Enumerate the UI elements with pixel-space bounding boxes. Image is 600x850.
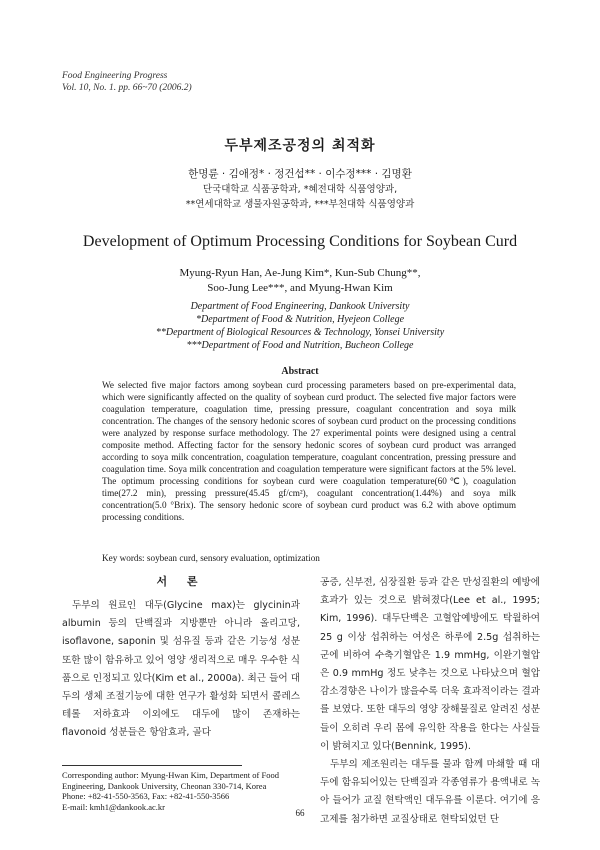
korean-authors: 한명륜 · 김애정* · 정건섭** · 이수정*** · 김명환 [188, 168, 412, 180]
english-affiliations [40, 300, 560, 352]
page-number: 66 [295, 808, 305, 818]
english-affiliation-line: *Department of Food & Nutrition, Hyejeon College [195, 314, 405, 325]
english-authors-line: Myung-Ryun Han, Ae-Jung Kim*, Kun-Sub Chung**, [179, 267, 421, 279]
korean-title: 두부제조공정의 최적화 [224, 138, 376, 154]
body-paragraph: 두부의 제조원리는 대두를 물과 함께 마쇄할 때 대두에 함유되어있는 단백질과 각종염류가 용액내로 녹아 들어가 교질 현탁액인 대두유를 이룬다. 여기에 응고제를 첨가하면 교질상태로 현탁되었던 단 [320, 759, 540, 825]
english-affiliation-line: ***Department of Food and Nutrition, Bucheon College [186, 340, 414, 351]
body-paragraph: 두부의 원료인 대두(Glycine max)는 glycinin과 albumin 등의 단백질과 지방뿐만 아니라 올리고당, isoflavone, saponin 및 섬유질 등과 같은 기능성 성분 또한 많이 함유하고 있어 영양 생리적으로 매우 우수한 식품으로 인정되고 있다(Kim et al., 2000a). 최근 들어 대두의 생체 조절기능에 대한 연구가 활성화 되면서 콜레스테롤 저하효과 이외에도 대두에 많이 존재하는 flavonoid 성분들은 항암효과, 골다 [62, 600, 300, 739]
abstract-text: We selected five major factors among soybean curd processing parameters based on pre-experimental data, which were significantly affected on the quality of soybean curd product. The selected five major factors were coagulation temperature, coagulation time, pressing pressure, coagulant concentration and soya milk concentration. The changes of the sensory hedonic scores of soybean curd product on the processing conditions were analyzed by response surface methodology. The 27 experimental points were designed using a central composite method. Affecting factor for the sensory hedonic scores of soybean curd product was arranged according to soya milk concentration, coagulation temperature, coagulant concentration, pressing pressure and coagulation time. Soya milk concentration and coagulation temperature were significant factors at the 5% level. The optimum processing conditions for soybean curd were coagulation temperature(60℃), coagulation time(27.2 min), pressing pressure(45.45 gf/cm²), coagulant concentration(1.44%) and soya milk concentration(5.0 °Brix). The sensory hedonic score of soybean curd product was 6.2 with above optimum processing conditions. [102, 380, 516, 522]
english-title: Development of Optimum Processing Conditions for Soybean Curd [82, 233, 518, 250]
korean-affiliation-line: 단국대학교 식품공학과, *혜전대학 식품영양과, [202, 184, 398, 195]
footnote-line: Phone: +82-41-550-3563, Fax: +82-41-550-3566 [62, 791, 230, 801]
journal-citation: Vol. 10, No. 1. pp. 66~70 (2006.2) [62, 83, 192, 93]
english-authors-line: Soo-Jung Lee***, and Myung-Hwan Kim [207, 282, 393, 294]
body-paragraph: 공증, 신부전, 심장질환 등과 같은 만성질환의 예방에 효과가 있는 것으로 밝혀졌다(Lee et al., 1995; Kim, 1996). 대두단백은 고혈압예방에도 탁월하여 25 g 이상 섭취하는 여성은 하루에 2.5g 섭취하는 군에 비하여 수축기혈압은 1.9 mmHg, 이완기혈압은 0.9 mmHg 정도 낮추는 것으로 나타났으며 혈압감소경향은 나이가 많을수록 더욱 효과적이라는 결과를 보였다. 또한 대두의 영양 장해물질로 알려진 성분들이 오히려 우리 몸에 유익한 작용을 한다는 사실들이 밝혀지고 있다(Bennink, 1995). [320, 577, 540, 752]
corresponding-author-footnote [62, 770, 307, 812]
keywords: Key words: soybean curd, sensory evaluation, optimization [102, 553, 320, 563]
footnote-line: E-mail: kmh1@dankook.ac.kr [62, 801, 165, 812]
body-column-right [320, 574, 540, 829]
english-authors [40, 266, 560, 296]
footnote-divider [62, 765, 242, 766]
section-heading: 서 론 [156, 575, 206, 588]
english-affiliation-line: **Department of Biological Resources & Technology, Yonsei University [155, 327, 445, 338]
footnote-line: Engineering, Dankook University, Cheonan 330-714, Korea [62, 780, 267, 791]
english-affiliation-line: Department of Food Engineering, Dankook University [190, 301, 410, 312]
korean-affiliations [40, 182, 560, 212]
journal-name: Food Engineering Progress [62, 71, 168, 81]
journal-header [62, 70, 192, 94]
footnote-line: Corresponding author: Myung-Hwan Kim, Department of Food [62, 770, 279, 780]
korean-affiliation-line: **연세대학교 생물자원공학과, ***부천대학 식품영양과 [185, 199, 415, 210]
body-column-left [62, 597, 300, 743]
abstract-heading: Abstract [281, 366, 319, 377]
